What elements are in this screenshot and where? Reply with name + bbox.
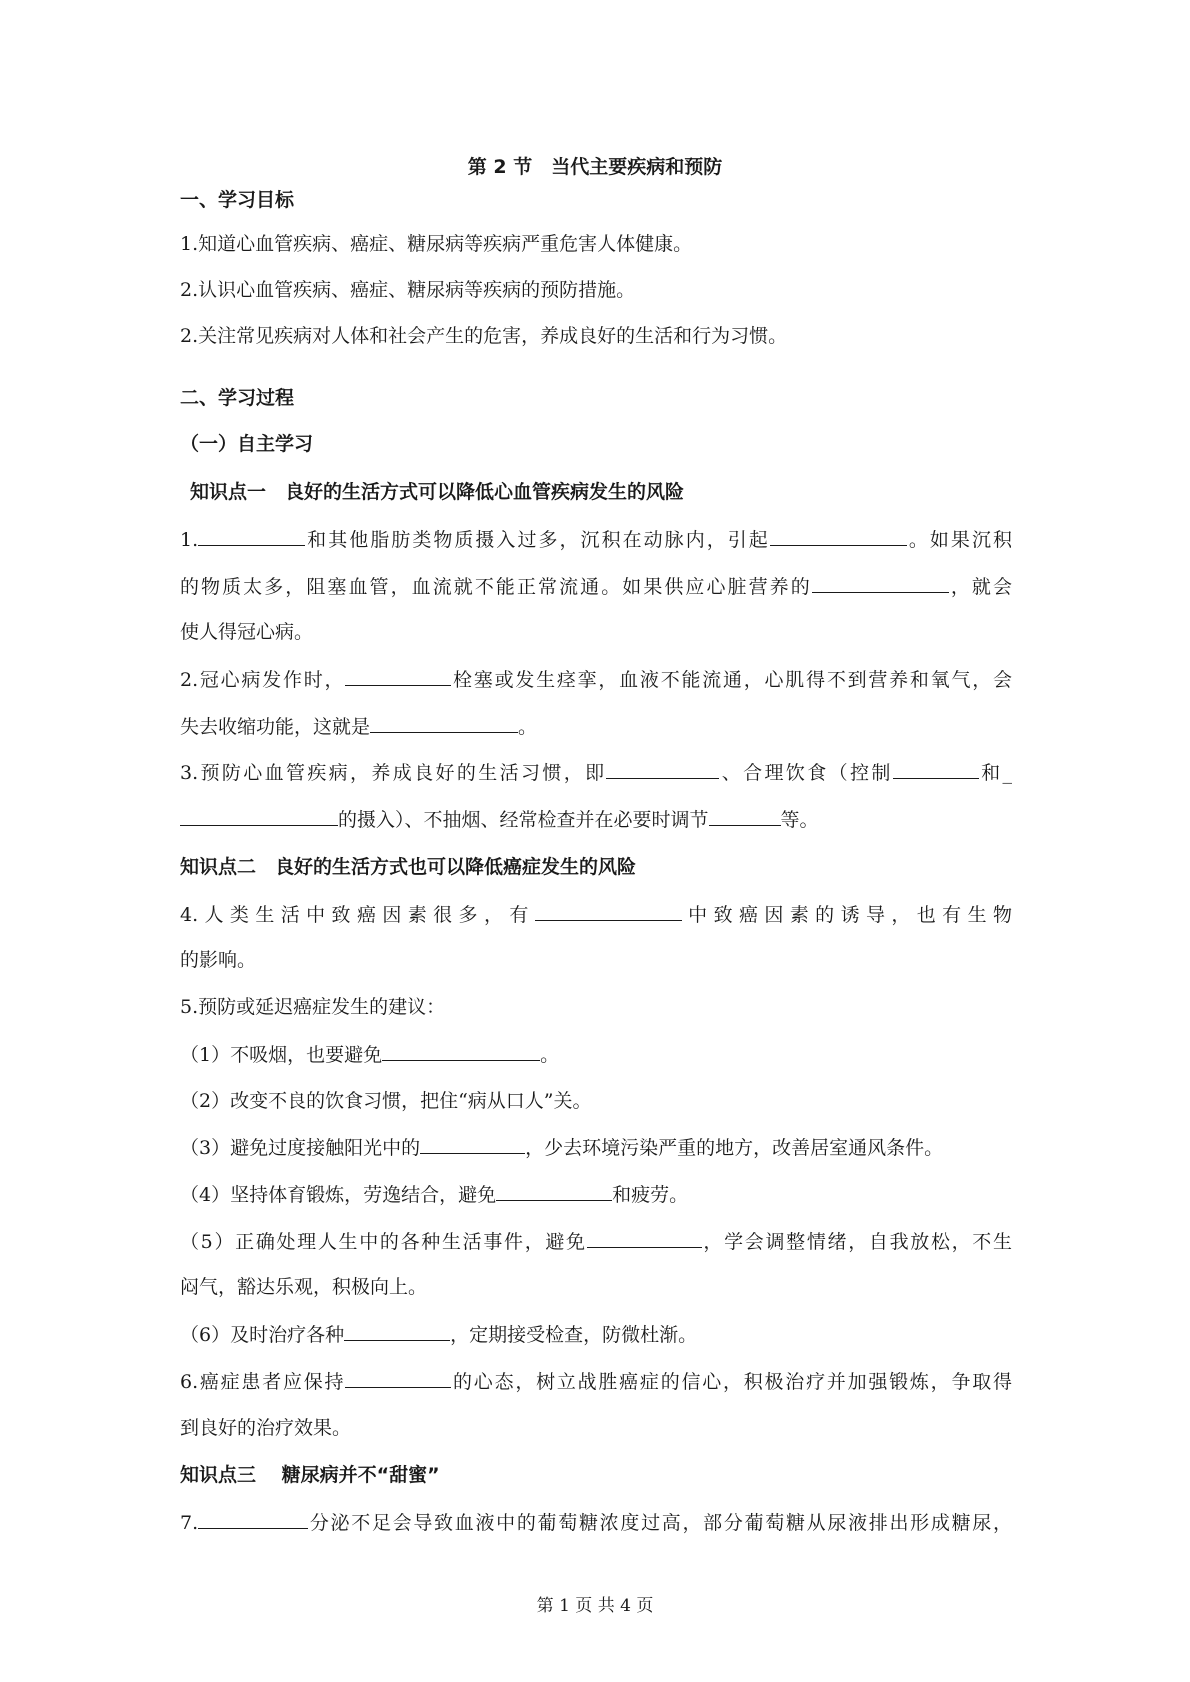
answer-blank[interactable] bbox=[496, 1180, 612, 1201]
answer-blank[interactable] bbox=[198, 1508, 308, 1529]
suggestion-4: （4）坚持体育锻炼，劳逸结合，避免 和疲劳。 bbox=[180, 1180, 1012, 1209]
subsection-heading: （一）自主学习 bbox=[180, 433, 314, 455]
answer-blank[interactable] bbox=[812, 572, 949, 593]
answer-blank[interactable] bbox=[709, 805, 781, 826]
answer-blank[interactable] bbox=[893, 758, 979, 779]
answer-blank[interactable] bbox=[345, 1367, 451, 1388]
question-1-line-1: 1. 和其他脂肪类物质摄入过多，沉积在动脉内，引起 。如果沉积 bbox=[180, 525, 1012, 554]
question-4-line-1: 4.人类生活中致癌因素很多，有 中致癌因素的诱导，也有生物 bbox=[180, 900, 1012, 929]
question-3-line-2: 的摄入）、不抽烟、经常检查并在必要时调节 等。 bbox=[180, 805, 1012, 834]
question-2-line-2: 失去收缩功能，这就是 。 bbox=[180, 712, 1012, 741]
question-1-line-3: 使人得冠心病。 bbox=[180, 621, 314, 643]
answer-blank[interactable] bbox=[382, 1040, 540, 1061]
section-heading-objectives: 一、学习目标 bbox=[180, 189, 295, 211]
question-1-line-2: 的物质太多，阻塞血管，血流就不能正常流通。如果供应心脏营养的 ，就会 bbox=[180, 572, 1012, 601]
suggestion-5-line-1: （5）正确处理人生中的各种生活事件，避免 ，学会调整情绪，自我放松，不生 bbox=[180, 1227, 1012, 1256]
suggestion-6: （6）及时治疗各种 ，定期接受检查，防微杜渐。 bbox=[180, 1320, 1012, 1349]
suggestion-2: （2）改变不良的饮食习惯，把住“病从口人”关。 bbox=[180, 1090, 592, 1112]
answer-blank[interactable] bbox=[198, 525, 305, 546]
knowledge-point-1: 知识点一 良好的生活方式可以降低心血管疾病发生的风险 bbox=[190, 481, 685, 503]
question-7-line-1: 7. 分泌不足会导致血液中的葡萄糖浓度过高，部分葡萄糖从尿液排出形成糖尿， bbox=[180, 1508, 1012, 1537]
answer-blank[interactable] bbox=[420, 1133, 525, 1154]
suggestion-3: （3）避免过度接触阳光中的 ，少去环境污染严重的地方，改善居室通风条件。 bbox=[180, 1133, 1012, 1162]
answer-blank[interactable] bbox=[770, 525, 907, 546]
suggestion-1: （1）不吸烟，也要避免 。 bbox=[180, 1040, 1012, 1069]
question-6-line-2: 到良好的治疗效果。 bbox=[180, 1417, 352, 1439]
page-title: 第 2 节 当代主要疾病和预防 bbox=[467, 156, 723, 178]
objective-item: 2.认识心血管疾病、癌症、糖尿病等疾病的预防措施。 bbox=[180, 279, 636, 301]
question-5-intro: 5.预防或延迟癌症发生的建议： bbox=[180, 996, 446, 1018]
answer-blank[interactable] bbox=[344, 1320, 450, 1341]
knowledge-point-2: 知识点二 良好的生活方式也可以降低癌症发生的风险 bbox=[180, 856, 637, 878]
question-2-line-1: 2.冠心病发作时， 栓塞或发生痉挛，血液不能流通，心肌得不到营养和氧气，会 bbox=[180, 665, 1012, 694]
page-footer: 第 1 页 共 4 页 bbox=[536, 1596, 654, 1616]
answer-blank[interactable] bbox=[606, 758, 719, 779]
answer-blank[interactable] bbox=[180, 805, 338, 826]
knowledge-point-3: 知识点三 糖尿病并不“甜蜜” bbox=[180, 1464, 440, 1486]
question-3-line-1: 3.预防心血管疾病，养成良好的生活习惯，即 、合理饮食（控制 和_ bbox=[180, 758, 1012, 787]
answer-blank[interactable] bbox=[535, 900, 682, 921]
answer-blank[interactable] bbox=[587, 1227, 702, 1248]
question-4-line-2: 的影响。 bbox=[180, 949, 257, 971]
objective-item: 2.关注常见疾病对人体和社会产生的危害，养成良好的生活和行为习惯。 bbox=[180, 325, 788, 347]
suggestion-5-line-2: 闷气，豁达乐观，积极向上。 bbox=[180, 1276, 428, 1298]
question-6-line-1: 6.癌症患者应保持 的心态，树立战胜癌症的信心，积极治疗并加强锻炼，争取得 bbox=[180, 1367, 1012, 1396]
section-heading-process: 二、学习过程 bbox=[180, 387, 295, 409]
objective-item: 1.知道心血管疾病、癌症、糖尿病等疾病严重危害人体健康。 bbox=[180, 233, 693, 255]
answer-blank[interactable] bbox=[370, 712, 518, 733]
answer-blank[interactable] bbox=[345, 665, 451, 686]
